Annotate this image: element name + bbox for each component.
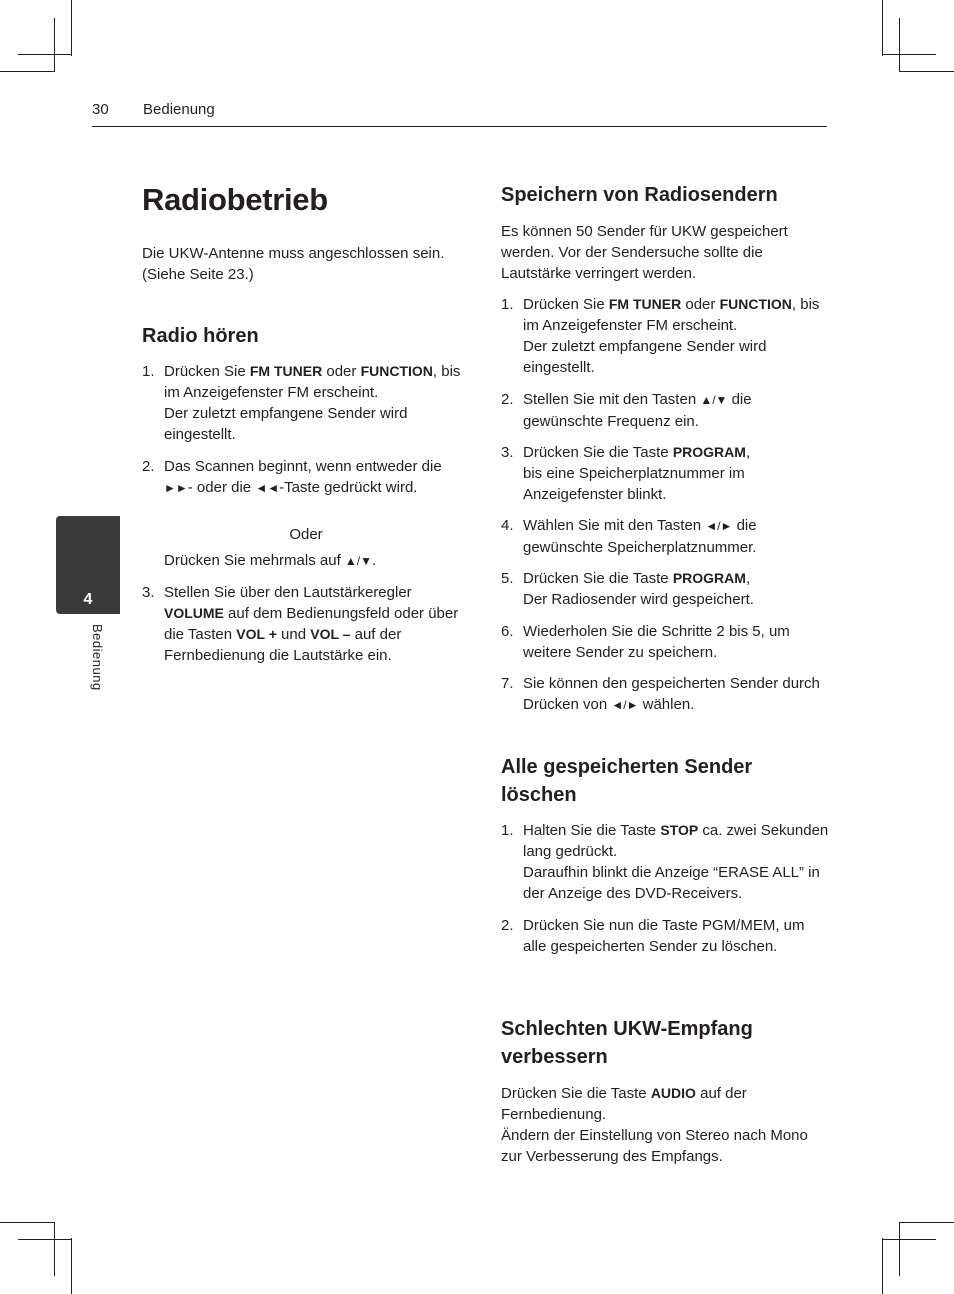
key-label: FM TUNER: [608, 296, 682, 312]
item-text: Wiederholen Sie die Schritte 2 bis 5, um weitere Sender zu speichern.: [523, 623, 790, 661]
item-number: 3.: [501, 444, 514, 461]
item-text: Stellen Sie mit den Tasten ▲/▼ die gewünschte Frequenz ein.: [523, 391, 752, 430]
key-label: FUNCTION: [719, 296, 792, 312]
rewind-icon: ◄◄: [255, 481, 280, 495]
item-text: Drücken Sie nun die Taste PGM/MEM, um alle gespeicherten Sender zu löschen.: [523, 917, 805, 955]
heading-loeschen: Alle gespeicherten Sender löschen: [501, 756, 753, 806]
item-number: 2.: [142, 458, 155, 475]
item-text: Wählen Sie mit den Tasten ◄/► die gewünschte Speicherplatznummer.: [523, 517, 757, 556]
key-label: VOLUME: [164, 605, 224, 621]
list-item: [501, 515, 831, 558]
item-number: 1.: [501, 296, 514, 313]
item-number: 5.: [501, 570, 514, 587]
list-item: [501, 915, 831, 957]
speichern-intro: Es können 50 Sender für UKW gespeichert werden. Vor der Sendersuche sollte die Lautstärke verringert werden.: [501, 223, 788, 282]
item-number: 2.: [501, 391, 514, 408]
key-label: VOL –: [310, 626, 351, 642]
left-right-arrow-icon: ◄/►: [611, 698, 639, 712]
key-label: STOP: [660, 822, 699, 838]
list-item: [142, 361, 472, 445]
header-rule: [92, 126, 827, 127]
intro-text: Die UKW-Antenne muss angeschlossen sein. (Siehe Seite 23.): [142, 245, 445, 283]
item-number: 1.: [142, 363, 155, 380]
key-label: FUNCTION: [360, 363, 433, 379]
item-text: Das Scannen beginnt, wenn entweder die ►►- oder die ◄◄-Taste gedrückt wird.: [164, 458, 442, 496]
or-text: Oder: [289, 526, 323, 543]
list-item: [501, 294, 831, 378]
key-label: VOL +: [236, 626, 277, 642]
item-text: Sie können den gespeicherten Sender durch Drücken von ◄/► wählen.: [523, 675, 820, 713]
item-number: 3.: [142, 584, 155, 601]
running-header: Bedienung: [143, 101, 215, 118]
heading-radio-hoeren: Radio hören: [142, 325, 259, 347]
key-label: AUDIO: [650, 1085, 696, 1101]
key-label: FM TUNER: [249, 363, 323, 379]
heading-empfang: Schlechten UKW-Empfang verbessern: [501, 1018, 753, 1068]
item-number: 2.: [501, 917, 514, 934]
fast-forward-icon: ►►: [164, 481, 188, 495]
item-text: Drücken Sie FM TUNER oder FUNCTION, bis im Anzeigefenster FM erscheint. Der zuletzt empfangene Sender wird eingestellt.: [523, 296, 820, 376]
list-item: [501, 820, 831, 904]
left-right-arrow-icon: ◄/►: [705, 519, 733, 533]
item-number: 1.: [501, 822, 514, 839]
item-text: Drücken Sie die Taste PROGRAM, Der Radiosender wird gespeichert.: [523, 570, 754, 608]
list-item: [501, 442, 831, 505]
list-item: [501, 389, 831, 432]
heading-speichern: Speichern von Radiosendern: [501, 184, 778, 206]
list-item: [142, 456, 472, 499]
list-item: [501, 621, 831, 663]
chapter-label: Bedienung: [90, 624, 105, 691]
key-label: PROGRAM: [672, 570, 746, 586]
item-number: 4.: [501, 517, 514, 534]
item-text: Drücken Sie FM TUNER oder FUNCTION, bis im Anzeigefenster FM erscheint. Der zuletzt empfangene Sender wird eingestellt.: [164, 363, 461, 443]
up-down-arrow-icon: ▲/▼: [700, 393, 728, 407]
item-number: 7.: [501, 675, 514, 692]
chapter-number: 4: [83, 591, 93, 608]
list-item: [142, 582, 472, 666]
page-number: 30: [92, 101, 109, 118]
item-text: Drücken Sie mehrmals auf ▲/▼.: [164, 552, 377, 569]
list-item: [501, 568, 831, 610]
item-text: Stellen Sie über den Lautstärkeregler VOLUME auf dem Bedienungsfeld oder über die Tasten VOL + und VOL – auf der Fernbedienung die Lautstärke ein.: [164, 584, 459, 664]
list-item: [142, 550, 472, 572]
up-down-arrow-icon: ▲/▼: [344, 554, 372, 568]
item-number: 6.: [501, 623, 514, 640]
item-text: Drücken Sie die Taste PROGRAM, bis eine Speicherplatznummer im Anzeigefenster blinkt.: [523, 444, 751, 503]
page-title: Radiobetrieb: [142, 182, 328, 217]
empfang-text: Drücken Sie die Taste AUDIO auf der Fernbedienung. Ändern der Einstellung von Stereo nach Mono zur Verbesserung des Empfangs.: [501, 1085, 808, 1165]
key-label: PROGRAM: [672, 444, 746, 460]
chapter-tab: [56, 516, 120, 614]
list-item: [501, 673, 831, 716]
item-text: Halten Sie die Taste STOP ca. zwei Sekunden lang gedrückt. Daraufhin blinkt die Anzeige “ERASE ALL” in der Anzeige des DVD-Receivers.: [523, 822, 829, 902]
